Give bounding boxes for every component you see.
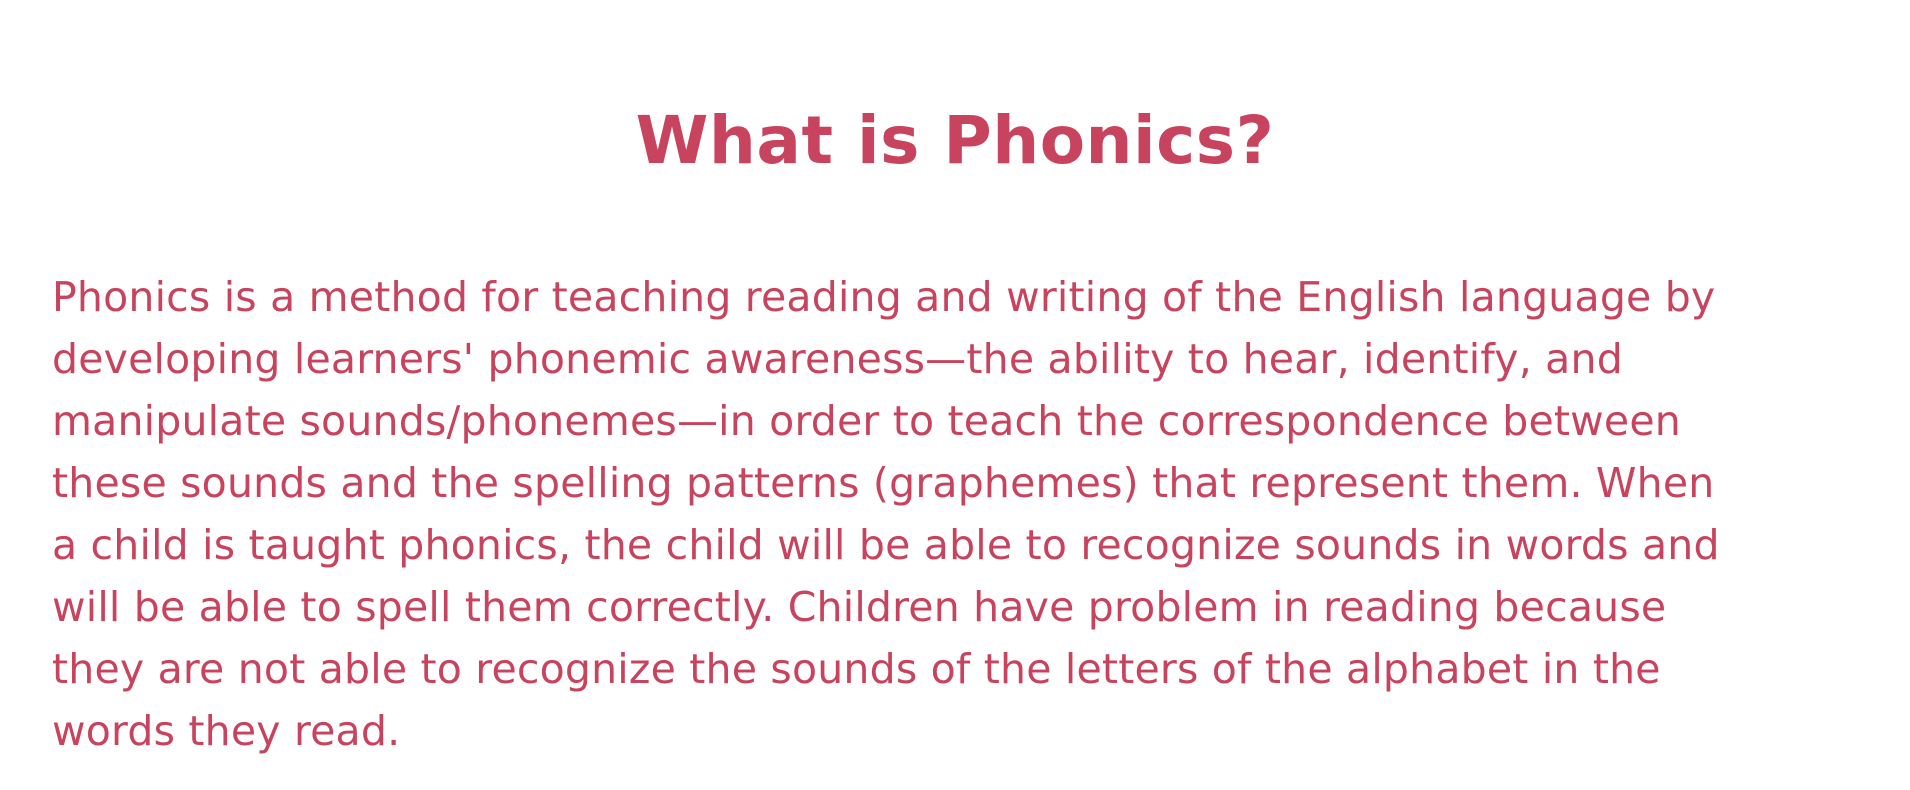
body-paragraph: Phonics is a method for teaching reading and writing of the English language by developing learners' phonemic awareness—the ability to hear, identify, and manipulate sounds/phonemes—in order to teach the correspondence between these sounds and the spelling patterns (graphemes) that represent them. When a child is taught phonics, the child will be able to recognize sounds in words and will be able to spell them correctly. Children have problem in reading because they are not able to recognize the sounds of the letters of the alphabet in the words they read. (52, 273, 1720, 755)
page-title: What is Phonics? (635, 102, 1275, 179)
